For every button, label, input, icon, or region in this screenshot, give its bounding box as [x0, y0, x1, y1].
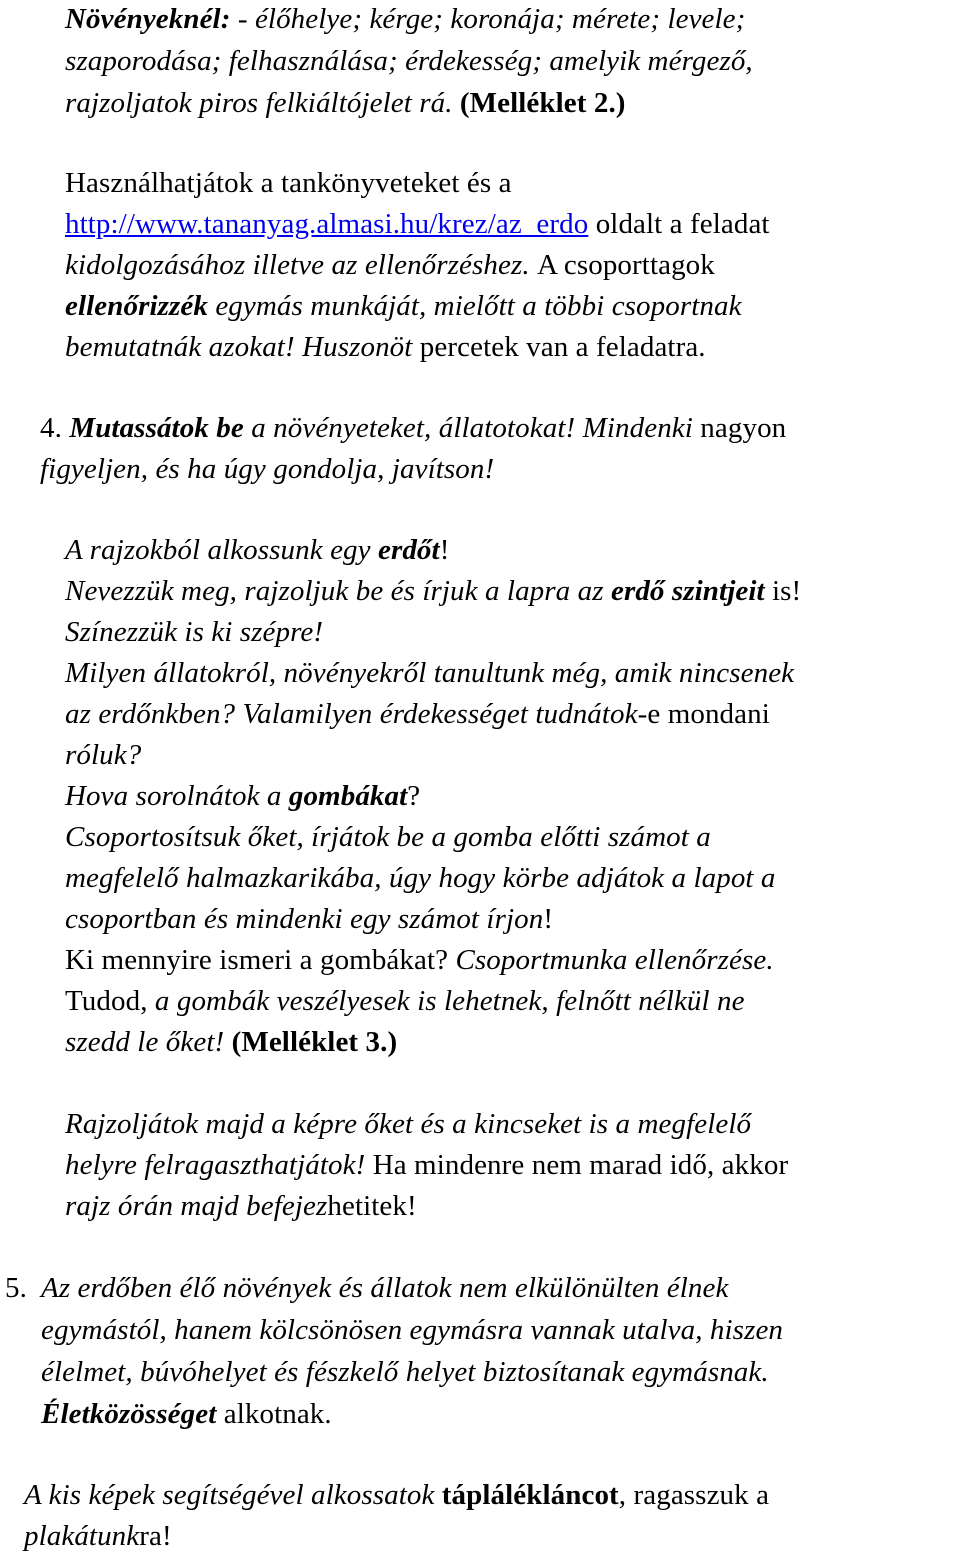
- item-5-line-3: élelmet, búvóhelyet és fészkelő helyet biztosítanak egymásnak.: [41, 1356, 769, 1388]
- resources-line-3-text: kidolgozásához illetve az ellenőrzéshez.: [65, 249, 538, 281]
- resources-line-1: Használhatjátok a tankönyveteket és a: [65, 167, 512, 199]
- treasure-line-2-b: Ha mindenre nem marad idő, akkor: [365, 1149, 789, 1181]
- tananyag-link[interactable]: http://www.tananyag.almasi.hu/krez/az_erdo: [65, 208, 589, 240]
- resources-line-3: [65, 248, 715, 282]
- forest-line-7-c: ?: [407, 780, 421, 812]
- item-4-keyword: Mutassátok be: [69, 412, 244, 444]
- appendix-3-ref: (Melléklet 3.): [224, 1026, 398, 1058]
- treasure-line-3-b: hetitek!: [327, 1190, 417, 1222]
- forest-line-1: [65, 533, 449, 567]
- forest-line-11-a: Ki mennyire ismeri a gombákat?: [65, 944, 456, 976]
- item-5-line-1-text: Az erdőben élő növények és állatok nem elkülönülten élnek: [41, 1272, 729, 1304]
- forest-line-8: Csoportosítsuk őket, írjátok be a gomba előtti számot a: [65, 821, 711, 853]
- forest-levels-keyword: erdő szintjeit: [610, 575, 765, 607]
- foodchain-line-1: [24, 1478, 769, 1512]
- forest-keyword: erdőt: [377, 534, 440, 566]
- forest-line-13: [65, 1025, 397, 1059]
- forest-line-12-b: a gombák veszélyesek is lehetnek, felnőtt nélkül ne: [154, 985, 745, 1017]
- item-4-number: 4.: [40, 412, 70, 444]
- forest-line-5-b: -e mondani: [637, 698, 770, 730]
- forest-line-2: [65, 574, 801, 608]
- item-5-line-4-rest: alkotnak.: [216, 1398, 332, 1430]
- item-5-number: 5.: [5, 1272, 27, 1304]
- forest-line-10-b: !: [543, 903, 554, 935]
- resources-line-2-rest: oldalt a feladat: [588, 208, 770, 240]
- forest-line-5-a: az erdőnkben? Valamilyen érdekességet tudnátok: [65, 698, 638, 730]
- plants-label: Növényeknél:: [65, 3, 231, 35]
- item-4-line-2: figyeljen, és ha úgy gondolja, javítson!: [40, 453, 495, 485]
- treasure-line-1: Rajzoljátok majd a képre őket és a kincseket is a megfelelő: [65, 1108, 752, 1140]
- forest-line-1-a: A rajzokból alkossunk egy: [65, 534, 378, 566]
- resources-line-5-a: bemutatnák azokat! Huszonöt: [65, 331, 413, 363]
- time-limit-text: percetek van a feladatra.: [412, 331, 706, 363]
- forest-line-1-c: !: [439, 534, 450, 566]
- plants-line-3: [65, 86, 626, 120]
- item-4-line-1: [40, 411, 786, 445]
- forest-line-5: [65, 697, 770, 731]
- plants-line-1: [65, 2, 745, 36]
- item-4-rest-2: nagyon: [692, 412, 787, 444]
- foodchain-line-1-c: , ragasszuk a: [618, 1479, 770, 1511]
- forest-line-12: [65, 984, 745, 1018]
- resources-line-4-rest: egymás munkáját, mielőtt a többi csoportnak: [207, 290, 742, 322]
- forest-line-11: [65, 943, 774, 977]
- group-members-text: A csoporttagok: [537, 249, 715, 281]
- item-5-line-4: [41, 1397, 332, 1431]
- forest-line-10-a: csoportban és mindenki egy számot írjon: [65, 903, 544, 935]
- resources-line-2: [65, 207, 770, 241]
- foodchain-line-2-a: plakátunk: [24, 1520, 140, 1552]
- item-4-rest: a növényeteket, állatotokat! Mindenki: [243, 412, 693, 444]
- treasure-line-3-a: rajz órán majd befejez: [65, 1190, 328, 1222]
- forest-line-2-a: Nevezzük meg, rajzoljuk be és írjuk a lapra az: [65, 575, 611, 607]
- item-5-line-2: egymástól, hanem kölcsönösen egymásra vannak utalva, hiszen: [41, 1314, 784, 1346]
- plants-line-2: szaporodása; felhasználása; érdekesség; amelyik mérgező,: [65, 45, 753, 77]
- forest-line-13-a: szedd le őket!: [65, 1026, 225, 1058]
- forest-line-9: megfelelő halmazkarikába, úgy hogy körbe adjátok a lapot a: [65, 862, 776, 894]
- foodchain-line-1-a: A kis képek segítségével alkossatok: [24, 1479, 442, 1511]
- forest-line-10: [65, 902, 553, 936]
- forest-line-11-b: Csoportmunka ellenőrzése.: [455, 944, 774, 976]
- plants-list-1: - élőhelye; kérge; koronája; mérete; levele;: [230, 3, 746, 35]
- treasure-line-2: [65, 1148, 788, 1182]
- item-5-line-1: [5, 1271, 728, 1305]
- check-keyword: ellenőrizzék: [65, 290, 208, 322]
- mushrooms-keyword: gombákat: [288, 780, 408, 812]
- foodchain-line-2-b: ra!: [139, 1520, 172, 1552]
- forest-line-7-a: Hova sorolnátok a: [65, 780, 289, 812]
- treasure-line-3: [65, 1189, 417, 1223]
- appendix-2-ref: (Melléklet 2.): [459, 87, 626, 119]
- forest-line-12-a: Tudod,: [65, 985, 155, 1017]
- community-keyword: Életközösséget: [41, 1398, 217, 1430]
- resources-line-5: [65, 330, 706, 364]
- forest-line-4: Milyen állatokról, növényekről tanultunk még, amik nincsenek: [65, 657, 795, 689]
- forest-line-2-c: is!: [764, 575, 802, 607]
- foodchain-keyword: táplálékláncot: [441, 1479, 619, 1511]
- resources-line-4: [65, 289, 742, 323]
- forest-line-6: róluk?: [65, 739, 142, 771]
- forest-line-7: [65, 779, 420, 813]
- foodchain-line-2: [24, 1519, 172, 1553]
- treasure-line-2-a: helyre felragaszthatjátok!: [65, 1149, 366, 1181]
- plants-line-3-text: rajzoljatok piros felkiáltójelet rá.: [65, 87, 460, 119]
- forest-line-3: Színezzük is ki szépre!: [65, 616, 324, 648]
